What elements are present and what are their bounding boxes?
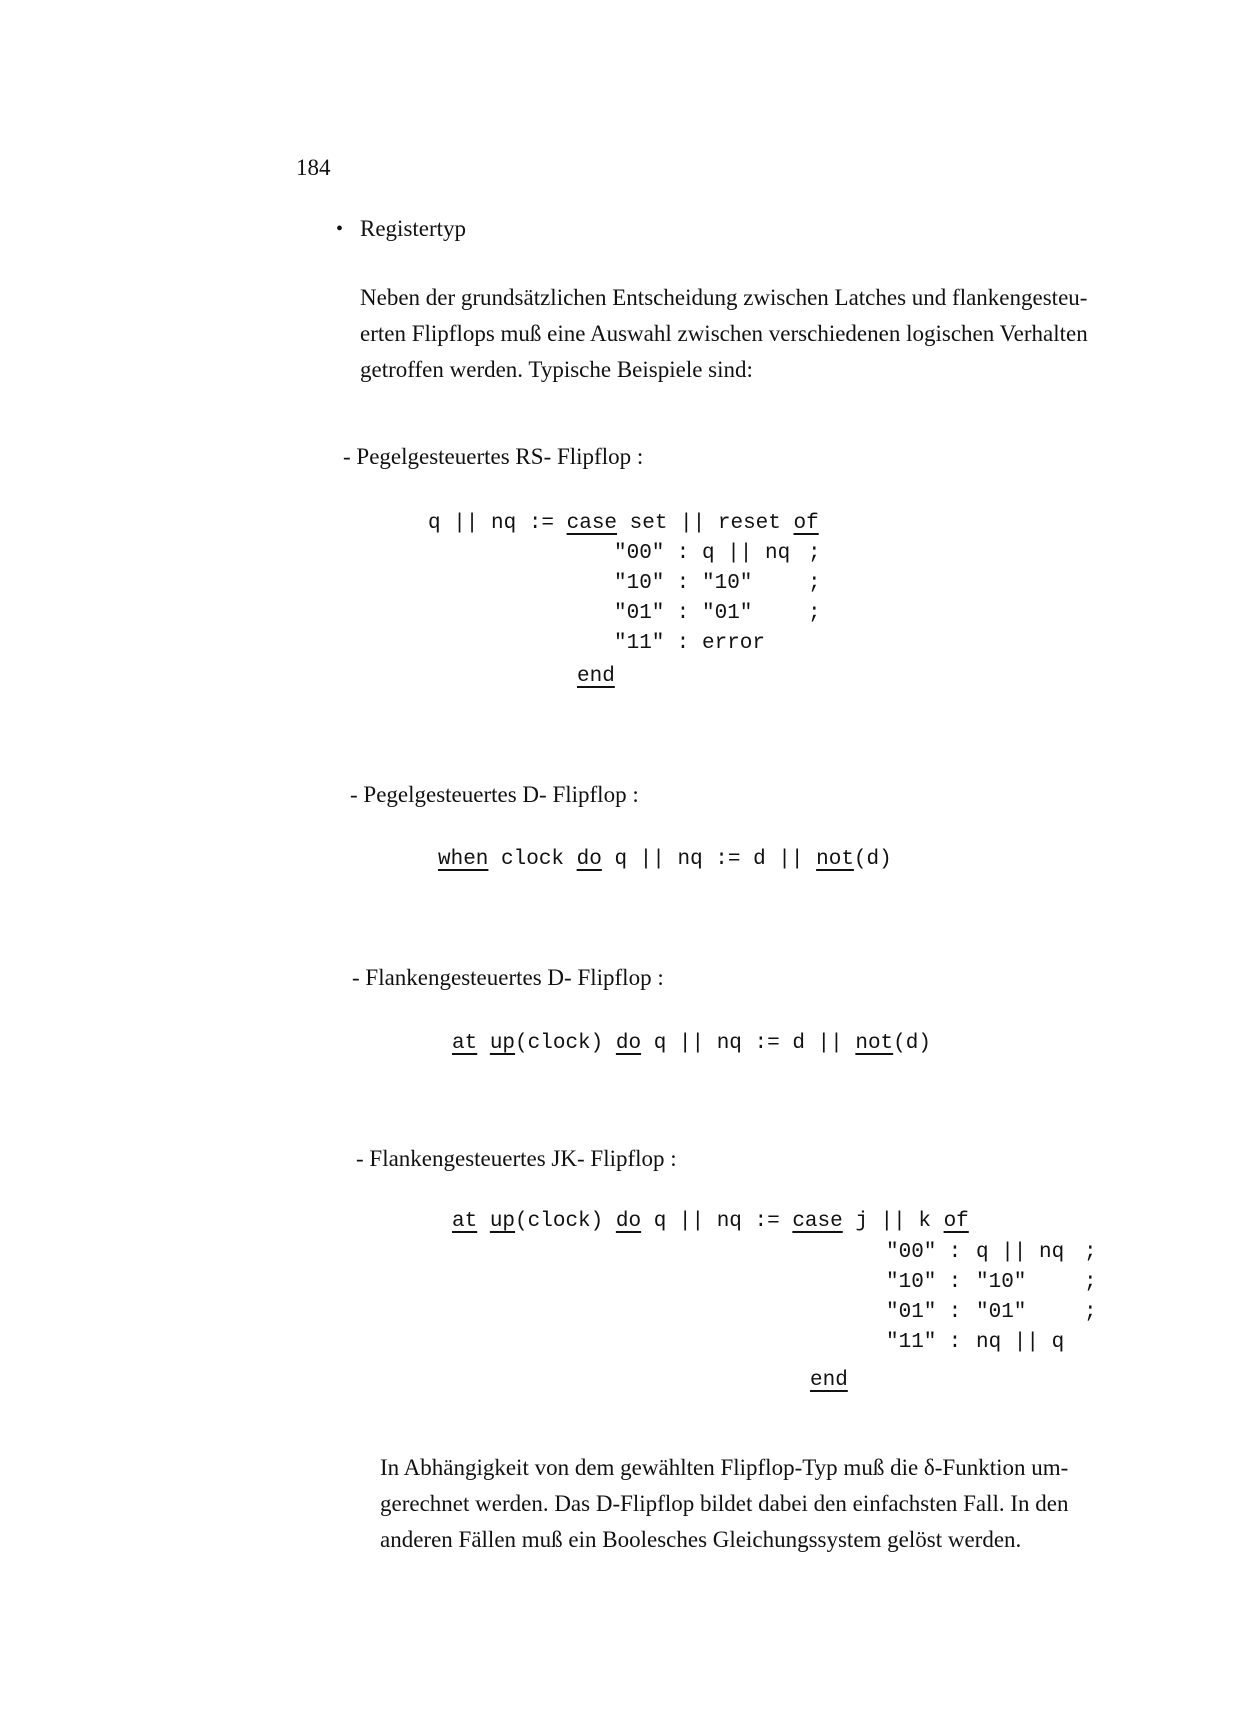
case-value: nq || q: [976, 1331, 1065, 1354]
code-text: j || k: [842, 1210, 944, 1233]
case-key: "10": [614, 572, 665, 595]
example-heading-rs: - Pegelgesteuertes RS- Flipflop :: [343, 444, 644, 469]
code-text: [477, 1032, 490, 1055]
case-key: "00": [614, 542, 665, 565]
keyword-up: up: [489, 1032, 516, 1055]
code-line: [452, 1210, 969, 1233]
case-terminator: ;: [808, 572, 821, 595]
keyword-do: do: [576, 848, 602, 871]
bullet-icon: •: [336, 218, 344, 240]
code-text: (clock): [515, 1210, 616, 1233]
case-terminator: ;: [808, 542, 821, 565]
example-heading-edge-d: - Flankengesteuertes D- Flipflop :: [352, 965, 664, 990]
case-sep: :: [936, 1241, 974, 1264]
case-value: error: [702, 632, 766, 655]
case-sep: :: [664, 572, 702, 595]
case-key: "01": [886, 1301, 937, 1324]
section-title: Registertyp: [360, 216, 467, 241]
closing-line: In Abhängigkeit von dem gewählten Flipflop-Typ muß die δ-Funktion um-: [380, 1455, 1069, 1480]
case-terminator: ;: [1084, 1301, 1097, 1324]
case-sep: :: [936, 1301, 974, 1324]
case-sep: :: [664, 542, 702, 565]
code-text: [477, 1210, 490, 1233]
code-line: [428, 512, 819, 535]
case-sep: :: [664, 602, 702, 625]
case-value: "10": [702, 572, 753, 595]
keyword-do: do: [615, 1032, 642, 1055]
keyword-of: of: [793, 512, 819, 535]
case-value: "10": [976, 1271, 1027, 1294]
case-sep: :: [936, 1271, 974, 1294]
example-heading-jk: - Flankengesteuertes JK- Flipflop :: [356, 1146, 677, 1171]
case-key: "01": [614, 602, 665, 625]
case-value: q || nq: [976, 1241, 1065, 1264]
case-key: "10": [886, 1271, 937, 1294]
code-text: set || reset: [617, 512, 794, 535]
keyword-not: not: [855, 1032, 894, 1055]
keyword-end: end: [810, 1369, 848, 1392]
case-value: "01": [702, 602, 753, 625]
keyword-case: case: [792, 1210, 843, 1233]
page-number: 184: [296, 155, 331, 180]
case-value: "01": [976, 1301, 1027, 1324]
code-text: (d): [853, 848, 892, 871]
keyword-of: of: [943, 1210, 969, 1233]
example-heading-level-d: - Pegelgesteuertes D- Flipflop :: [350, 782, 639, 807]
keyword-at: at: [452, 1032, 478, 1055]
keyword-when: when: [438, 848, 489, 871]
keyword-end: end: [577, 665, 615, 688]
closing-line: gerechnet werden. Das D-Flipflop bildet dabei den einfachsten Fall. In den: [380, 1491, 1069, 1516]
code-text: q || nq := d ||: [641, 1032, 856, 1055]
code-text: (clock): [515, 1032, 616, 1055]
intro-line: erten Flipflops muß eine Auswahl zwischen verschiedenen logischen Verhalten: [360, 321, 1088, 346]
keyword-not: not: [816, 848, 854, 871]
case-key: "11": [886, 1331, 937, 1354]
code-text: q || nq :=: [641, 1210, 793, 1233]
closing-paragraph: [380, 1450, 1069, 1558]
code-text: q || nq :=: [428, 512, 567, 535]
code-text: clock: [488, 848, 577, 871]
code-line-level-d: [438, 848, 892, 871]
case-terminator: ;: [808, 602, 821, 625]
intro-paragraph: [360, 280, 1088, 388]
case-terminator: ;: [1084, 1271, 1097, 1294]
case-sep: :: [936, 1331, 974, 1354]
case-value: q || nq: [702, 542, 791, 565]
closing-line: anderen Fällen muß ein Boolesches Gleichungssystem gelöst werden.: [380, 1527, 1022, 1552]
case-key: "00": [886, 1241, 937, 1264]
keyword-case: case: [566, 512, 618, 535]
intro-line: Neben der grundsätzlichen Entscheidung zwischen Latches und flankengesteu-: [360, 285, 1088, 310]
case-sep: :: [664, 632, 702, 655]
code-line-edge-d: [452, 1032, 931, 1055]
keyword-at: at: [452, 1210, 478, 1233]
case-terminator: ;: [1084, 1241, 1097, 1264]
intro-line: getroffen werden. Typische Beispiele sind:: [360, 357, 753, 382]
code-text: (d): [893, 1032, 931, 1055]
keyword-up: up: [489, 1210, 516, 1233]
keyword-do: do: [615, 1210, 642, 1233]
case-key: "11": [614, 632, 665, 655]
code-text: q || nq := d ||: [601, 848, 817, 871]
